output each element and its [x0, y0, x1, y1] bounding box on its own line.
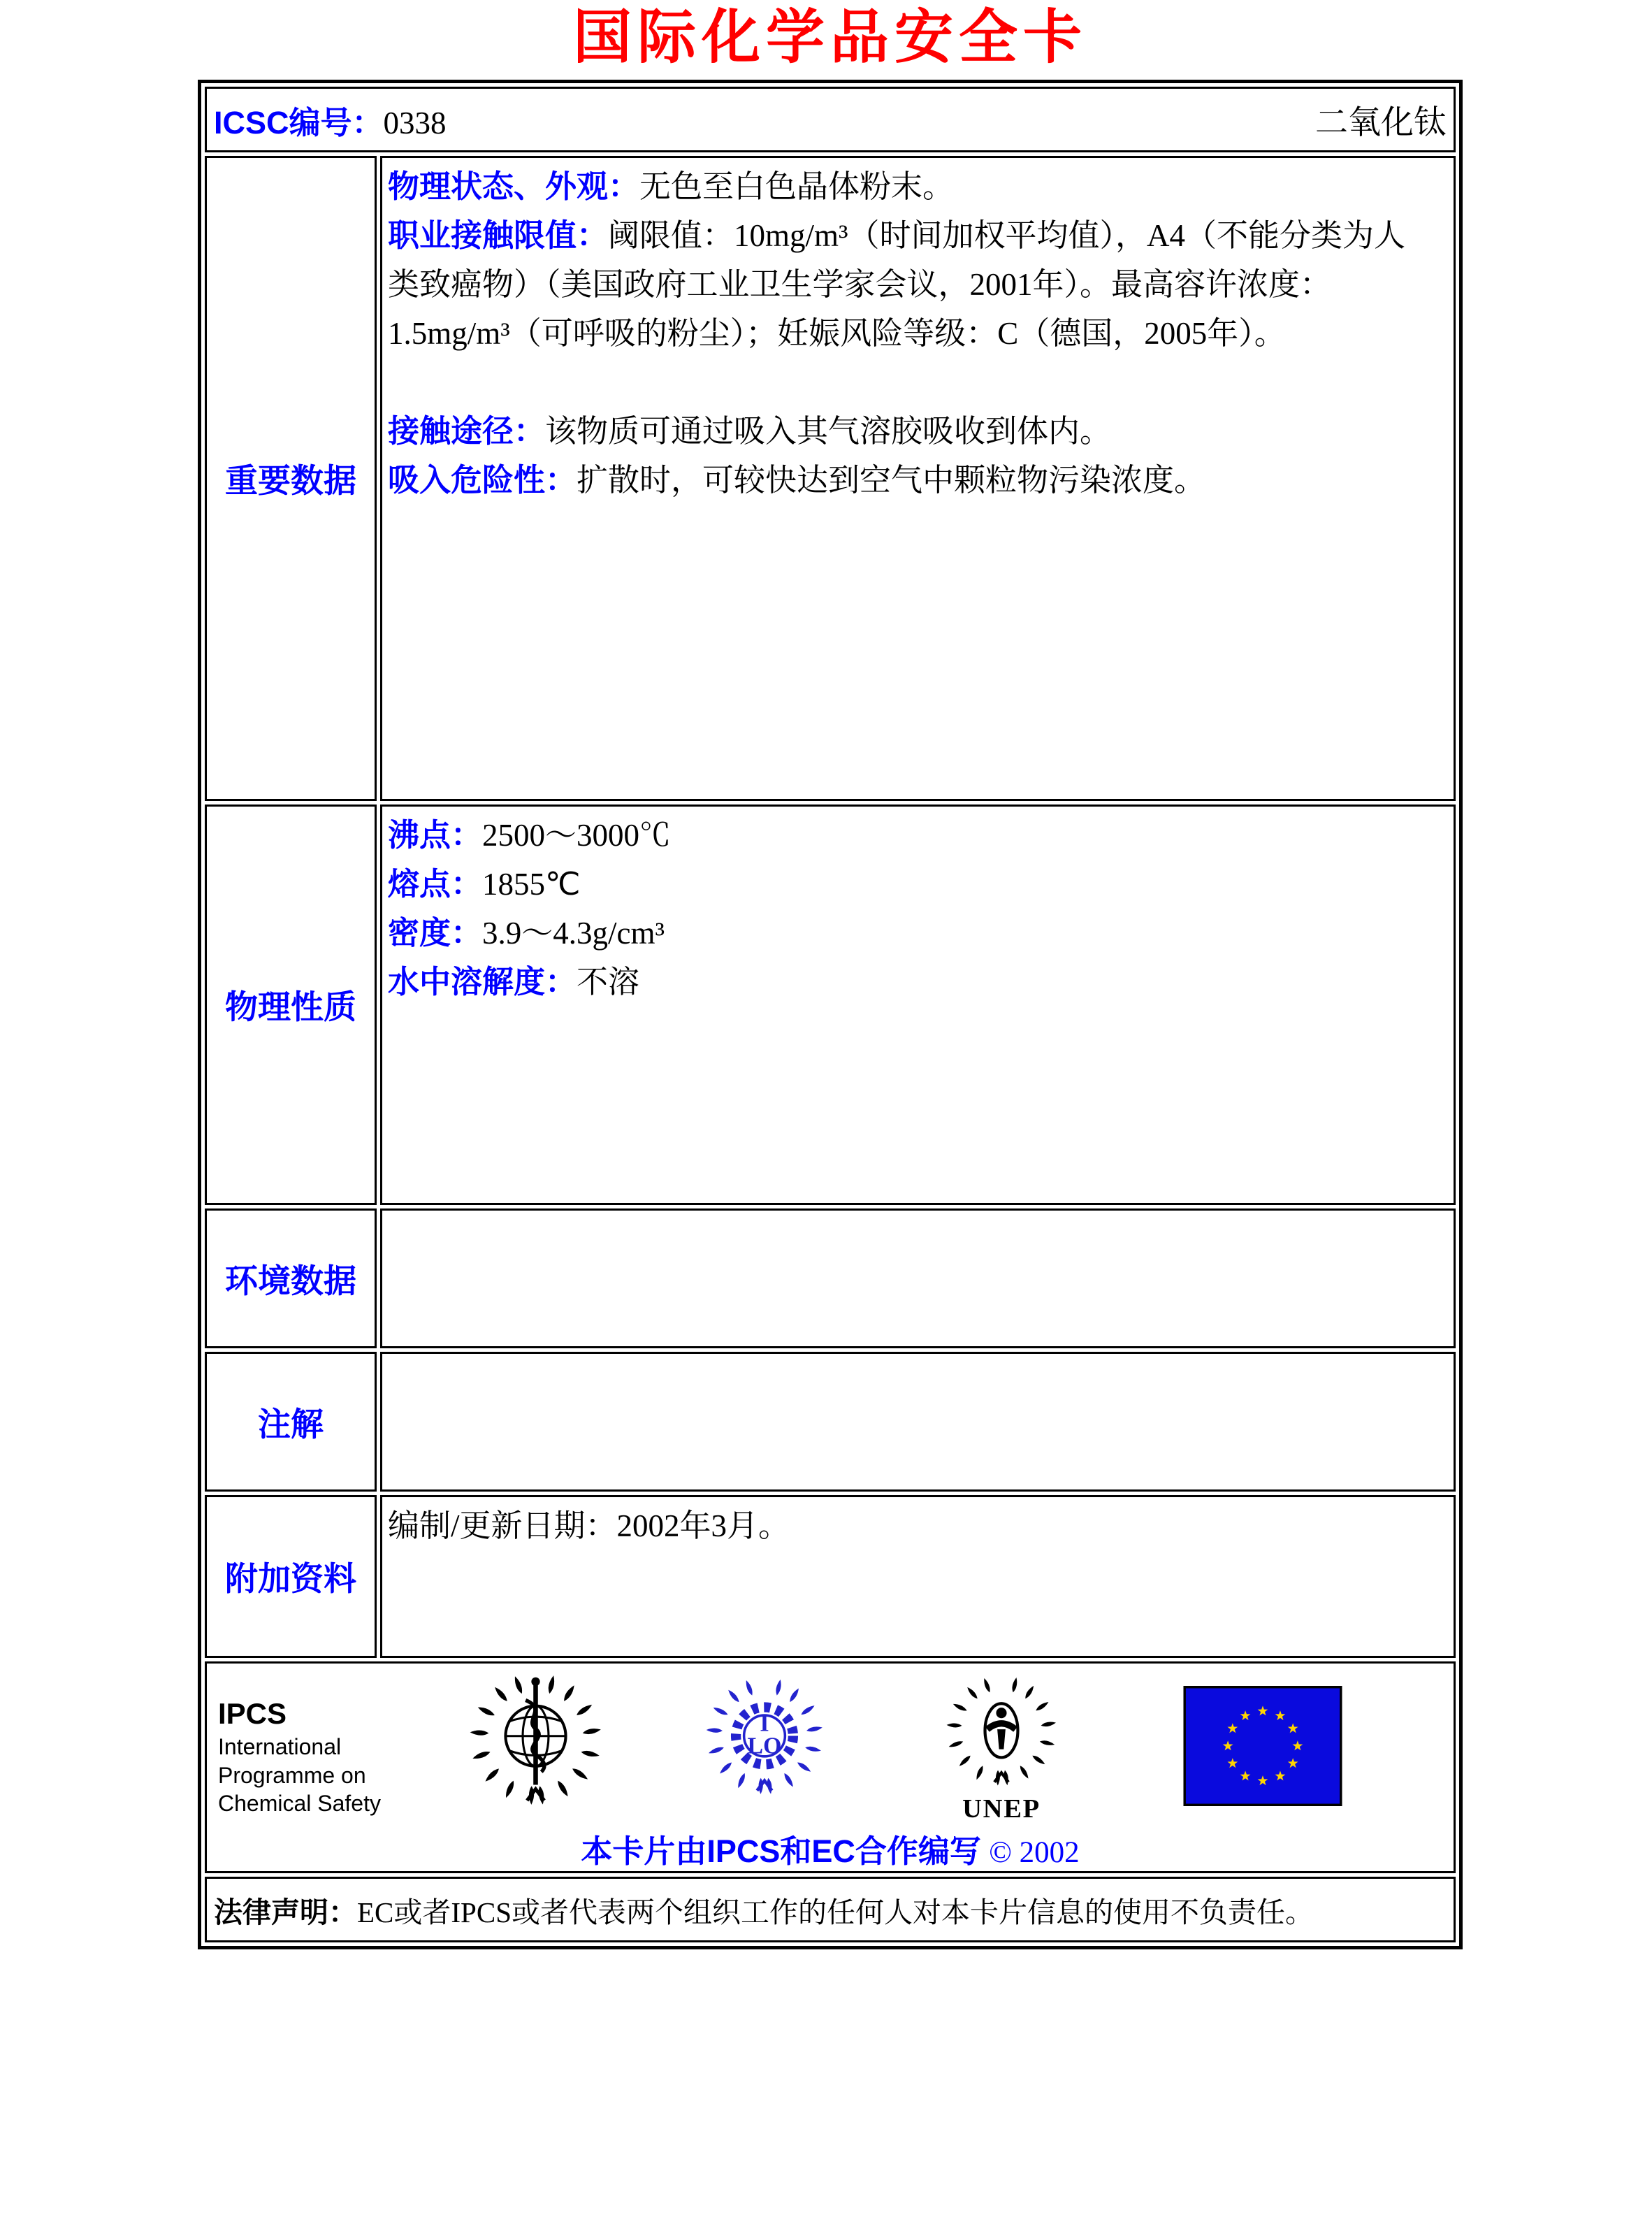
icsc-number-value: 0338 [383, 105, 447, 140]
ipcs-subtitle-line: Programme on [218, 1762, 366, 1788]
ilo-letter-top: I [760, 1710, 769, 1737]
ipcs-subtitle-line: Chemical Safety [218, 1791, 381, 1817]
header-row [205, 87, 1456, 152]
field-label: 熔点： [388, 866, 483, 902]
legal-row [205, 1877, 1456, 1942]
paragraph-gap [388, 358, 1430, 407]
ipcs-title: IPCS [218, 1697, 287, 1731]
chemical-name: 二氧化钛 [1315, 104, 1447, 141]
who-logo-icon [464, 1671, 607, 1816]
property-water-solubility [388, 958, 1430, 1007]
field-value: 该物质可通过吸入其气溶胶吸收到体内。 [545, 414, 1112, 449]
ilo-logo-icon [702, 1676, 827, 1801]
property-melting-point [388, 860, 1430, 909]
row-label-physical-properties: 物理性质 [205, 805, 377, 1205]
paragraph-inhalation-risk [388, 456, 1430, 505]
paragraph-exposure-routes [388, 407, 1430, 456]
field-value: 无色至白色晶体粉末。 [639, 169, 955, 205]
row-important-data [205, 156, 1456, 801]
row-label-notes: 注解 [205, 1352, 377, 1492]
update-date-label: 编制/更新日期： [388, 1508, 617, 1544]
field-label: 吸入危险性： [388, 462, 577, 498]
ipcs-text-block [218, 1696, 432, 1818]
footer-caption-text: 本卡片由IPCS和EC合作编写 [581, 1833, 981, 1870]
field-label: 密度： [388, 915, 483, 951]
row-label-important-data: 重要数据 [205, 156, 377, 801]
row-label-environmental-data: 环境数据 [205, 1208, 377, 1348]
footer-caption [207, 1826, 1454, 1871]
property-boiling-point [388, 811, 1430, 860]
icsc-number-label: ICSC编号： [214, 104, 384, 140]
field-value: 1855℃ [482, 867, 581, 902]
page-title: 国际化学品安全卡 [572, 6, 1087, 71]
field-label: 物理状态、外观： [388, 168, 640, 205]
ilo-letters-bottom: LO [747, 1733, 782, 1759]
physical-properties-content [380, 805, 1456, 1205]
row-notes [205, 1352, 1456, 1492]
eu-flag-icon [1183, 1686, 1342, 1806]
field-value: 扩散时，可较快达到空气中颗粒物污染浓度。 [577, 463, 1206, 498]
important-data-content [380, 156, 1456, 801]
safety-card-table [198, 80, 1463, 1949]
field-label: 水中溶解度： [388, 964, 577, 1000]
field-value: 阈限值：10mg/m³（时间加权平均值），A4（不能分类为人类致癌物）（美国政府工业卫生学家会议，2001年）。最高容许浓度：1.5mg/m³（可呼吸的粉尘）；妊娠风险等级：C（德国，2005年）。 [388, 218, 1406, 352]
copyright-text: © 2002 [989, 1836, 1080, 1870]
row-label-additional-info: 附加资料 [205, 1495, 377, 1658]
footer-row [205, 1661, 1456, 1873]
footer-logos-band [207, 1664, 1454, 1824]
field-label: 职业接触限值： [388, 217, 609, 254]
legal-text: EC或者IPCS或者代表两个组织工作的任何人对本卡片信息的使用不负责任。 [357, 1896, 1314, 1928]
property-density [388, 909, 1430, 958]
row-environmental-data [205, 1208, 1456, 1348]
legal-cell [205, 1877, 1456, 1942]
unep-logo-icon [943, 1672, 1060, 1824]
additional-info-content [380, 1495, 1456, 1658]
field-label: 接触途径： [388, 413, 546, 449]
legal-label: 法律声明： [214, 1896, 357, 1928]
update-date-value: 2002年3月。 [616, 1508, 790, 1544]
notes-content [380, 1352, 1456, 1492]
icsc-number-group [214, 97, 447, 143]
field-label: 沸点： [388, 817, 483, 853]
header-cell [205, 87, 1456, 152]
environmental-data-content [380, 1208, 1456, 1348]
row-additional-info [205, 1495, 1456, 1658]
paragraph-physical-state [388, 162, 1430, 211]
unep-wordmark: UNEP [962, 1794, 1041, 1824]
update-date-line [388, 1501, 1430, 1550]
footer-cell [205, 1661, 1456, 1873]
ipcs-subtitle-line: International [218, 1733, 342, 1759]
field-value: 2500～3000℃ [482, 818, 672, 853]
row-physical-properties [205, 805, 1456, 1205]
field-value: 3.9～4.3g/cm³ [482, 916, 665, 951]
field-value: 不溶 [577, 965, 640, 1000]
paragraph-occupational-limits [388, 211, 1430, 358]
